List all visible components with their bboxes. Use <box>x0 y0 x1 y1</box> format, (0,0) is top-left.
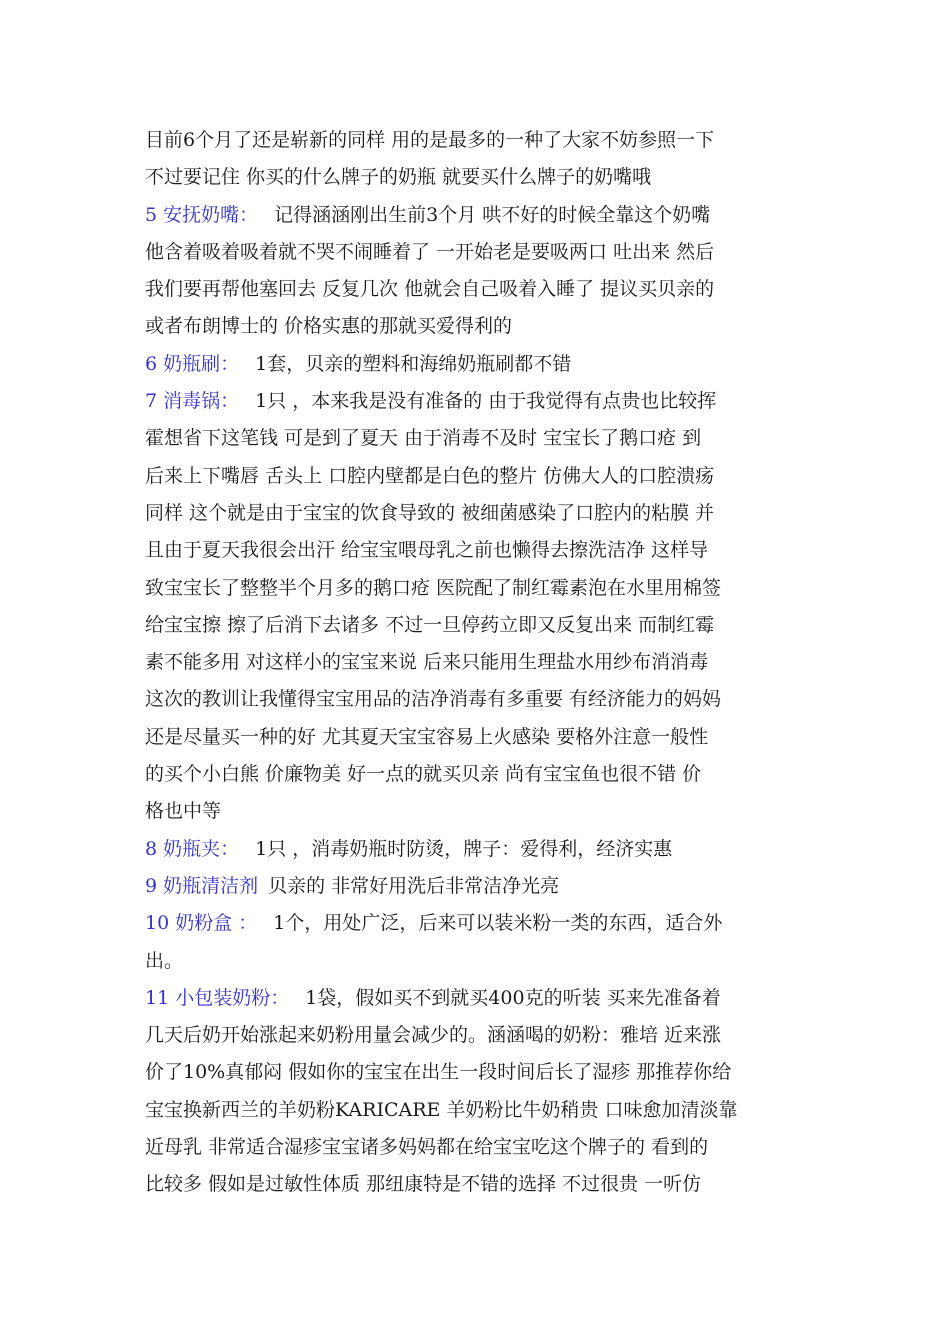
line-text: 致宝宝长了整整半个月多的鹅口疮 医院配了制红霉素泡在水里用棉签 <box>145 576 722 599</box>
line-text: 我们要再帮他塞回去 反复几次 他就会自己吸着入睡了 提议买贝亲的 <box>145 278 715 301</box>
line-text: 素不能多用 对这样小的宝宝来说 后来只能用生理盐水用纱布消消毒 <box>145 651 709 674</box>
line-text: 他含着吸着吸着就不哭不闹睡着了 一开始老是要吸两口 吐出来 然后 <box>145 240 715 263</box>
line-text: 1个，用处广泛，后来可以装米粉一类的东西，适合外 <box>273 912 723 935</box>
section-line-7 <box>145 383 810 420</box>
line-text: 出。 <box>145 949 184 972</box>
text-line <box>145 122 810 159</box>
section-heading-8: 8 奶瓶夹： <box>145 837 240 860</box>
text-line <box>145 681 810 718</box>
text-line <box>145 756 810 793</box>
section-heading-5: 5 安抚奶嘴： <box>145 203 259 226</box>
line-text: 的买个小白熊 价廉物美 好一点的就买贝亲 尚有宝宝鱼也很不错 价 <box>145 763 702 786</box>
text-line <box>145 1054 810 1091</box>
text-line <box>145 308 810 345</box>
line-text: 霍想省下这笔钱 可是到了夏天 由于消毒不及时 宝宝长了鹅口疮 到 <box>145 427 702 450</box>
document-body <box>145 122 810 1204</box>
line-text: 1袋，假如买不到就买400克的听装 买来先准备着 <box>305 986 721 1009</box>
line-text: 后来上下嘴唇 舌头上 口腔内壁都是白色的整片 仿佛大人的口腔溃疡 <box>145 464 715 487</box>
section-line-11 <box>145 980 810 1017</box>
line-text: 1套，贝亲的塑料和海绵奶瓶刷都不错 <box>255 352 572 375</box>
section-heading-9: 9 奶瓶清洁剂 <box>145 874 259 897</box>
line-text: 价了10%真郁闷 假如你的宝宝在出生一段时间后长了湿疹 那推荐你给 <box>145 1061 732 1084</box>
text-line <box>145 644 810 681</box>
section-line-6 <box>145 346 810 383</box>
line-text: 1只 ，本来我是没有准备的 由于我觉得有点贵也比较挥 <box>255 390 717 413</box>
section-heading-11: 11 小包装奶粉： <box>145 986 290 1009</box>
text-line <box>145 793 810 830</box>
section-heading-7: 7 消毒锅： <box>145 390 240 413</box>
line-text: 1只 ，消毒奶瓶时防烫，牌子：爱得利，经济实惠 <box>255 837 673 860</box>
line-text: 且由于夏天我很会出汗 给宝宝喂母乳之前也懒得去擦洗洁净 这样导 <box>145 539 709 562</box>
line-text: 近母乳 非常适合湿疹宝宝诸多妈妈都在给宝宝吃这个牌子的 看到的 <box>145 1136 709 1159</box>
section-line-10 <box>145 905 810 942</box>
section-heading-6: 6 奶瓶刷： <box>145 352 240 375</box>
text-line <box>145 495 810 532</box>
text-line <box>145 719 810 756</box>
text-line <box>145 159 810 196</box>
line-text: 几天后奶开始涨起来奶粉用量会减少的。涵涵喝的奶粉：雅培 近来涨 <box>145 1024 722 1047</box>
text-line <box>145 532 810 569</box>
text-line <box>145 570 810 607</box>
section-heading-10: 10 奶粉盒 ： <box>145 912 258 935</box>
line-text: 同样 这个就是由于宝宝的饮食导致的 被细菌感染了口腔内的粘膜 并 <box>145 501 715 524</box>
text-line <box>145 943 810 980</box>
line-text: 不过要记住 你买的什么牌子的奶瓶 就要买什么牌子的奶嘴哦 <box>145 166 652 189</box>
text-line <box>145 271 810 308</box>
text-line <box>145 234 810 271</box>
line-text: 格也中等 <box>145 800 222 823</box>
text-line <box>145 607 810 644</box>
section-line-5 <box>145 197 810 234</box>
line-text: 贝亲的 非常好用洗后非常洁净光亮 <box>268 874 560 897</box>
line-text: 还是尽量买一种的好 尤其夏天宝宝容易上火感染 要格外注意一般性 <box>145 725 709 748</box>
text-line <box>145 1166 810 1203</box>
line-text: 给宝宝擦 擦了后消下去诸多 不过一旦停药立即又反复出来 而制红霉 <box>145 613 715 636</box>
line-text: 宝宝换新西兰的羊奶粉KARICARE 羊奶粉比牛奶稍贵 口味愈加清淡靠 <box>145 1098 738 1121</box>
text-line <box>145 458 810 495</box>
section-line-8 <box>145 831 810 868</box>
section-line-9 <box>145 868 810 905</box>
line-text: 或者布朗博士的 价格实惠的那就买爱得利的 <box>145 315 513 338</box>
line-text: 比较多 假如是过敏性体质 那纽康特是不错的选择 不过很贵 一听仿 <box>145 1173 702 1196</box>
text-line <box>145 420 810 457</box>
line-text: 目前6个月了还是崭新的同样 用的是最多的一种了大家不妨参照一下 <box>145 129 715 151</box>
line-text: 记得涵涵刚出生前3个月 哄不好的时候全靠这个奶嘴 <box>274 203 711 226</box>
text-line <box>145 1017 810 1054</box>
line-text: 这次的教训让我懂得宝宝用品的洁净消毒有多重要 有经济能力的妈妈 <box>145 688 722 711</box>
text-line <box>145 1092 810 1129</box>
text-line <box>145 1129 810 1166</box>
